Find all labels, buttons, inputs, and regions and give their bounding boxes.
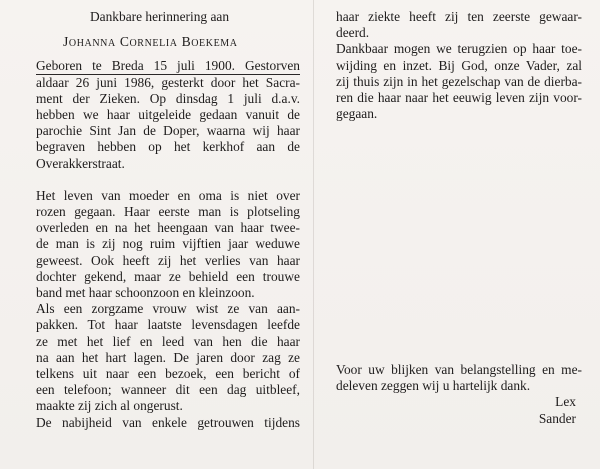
body-line: een telefoon; wanneer dit een dag uitbleef, bbox=[36, 382, 300, 398]
fold-line bbox=[313, 0, 314, 469]
intro-line: Geboren te Breda 15 juli 1900. Gestorven bbox=[36, 58, 300, 74]
body-line: de man is zij nog ruim vijftien jaar weduwe bbox=[36, 236, 300, 252]
left-page bbox=[36, 9, 300, 431]
intro-line: ment der Zieken. Op dinsdag 1 juli d.a.v. bbox=[36, 90, 300, 106]
body-line: pakken. Tot haar laatste levensdagen leefde bbox=[36, 317, 300, 333]
intro-line: Overakkerstraat. bbox=[36, 155, 125, 171]
card-heading: Dankbare herinnering aan bbox=[90, 9, 230, 24]
body-line: Als een zorgzame vrouw wist ze van aan- bbox=[36, 301, 300, 317]
name-underline bbox=[36, 74, 300, 75]
right-line: zij thuis zijn in het gezelschap van de dierba- bbox=[336, 73, 582, 89]
thanks-line: Voor uw blijken van belangstelling en me- bbox=[336, 362, 582, 377]
body-line: na aan het hart lagen. De jaren door zag ze bbox=[36, 349, 300, 365]
intro-line: hebben we haar uitgeleide gedaan vanuit de bbox=[36, 107, 300, 123]
deceased-name: Johanna Cornelia Boekema bbox=[63, 34, 238, 50]
right-line: gegaan. bbox=[336, 106, 378, 122]
right-line: Dankbaar mogen we terugzien op haar toe- bbox=[336, 41, 582, 57]
body-line: overleden en na het heengaan van haar twee- bbox=[36, 220, 300, 236]
body-line: rozen gegaan. Haar eerste man is plotseling bbox=[36, 204, 300, 220]
thanks-paragraph bbox=[336, 362, 582, 427]
right-line: haar ziekte heeft zij ten zeerste gewaar- bbox=[336, 9, 582, 24]
body-line: telkens uit naar een bezoek, een bericht of bbox=[36, 366, 300, 382]
intro-line: parochie Sint Jan de Doper, waarna wij haar bbox=[36, 123, 300, 139]
thanks-line: deleven zeggen wij u hartelijk dank. bbox=[336, 378, 531, 394]
right-line: wijding en inzet. Bij God, onze Vader, zal bbox=[336, 57, 582, 73]
body-line: maakte zij zich al ongerust. bbox=[36, 398, 183, 414]
body-line: Het leven van moeder en oma is niet over bbox=[36, 187, 300, 203]
right-page bbox=[336, 9, 582, 122]
intro-line: begraven hebben op het kerkhof aan de bbox=[36, 139, 300, 155]
body-line: dochter gekend, maar ze behield een trouwe bbox=[36, 268, 300, 284]
body-line: De nabijheid van enkele getrouwen tijdens bbox=[36, 414, 300, 430]
signature-lex: Lex bbox=[555, 394, 576, 410]
body-line: geweest. Ook heeft zij het verlies van haar bbox=[36, 252, 300, 268]
intro-paragraph bbox=[36, 58, 300, 171]
body-line: ze met het lief en leed van hen die haar bbox=[36, 333, 300, 349]
right-line: ren die haar naar het eeuwig leven zijn voor- bbox=[336, 90, 582, 106]
signature-sander: Sander bbox=[538, 410, 576, 426]
body-paragraph bbox=[36, 188, 300, 431]
intro-line: aldaar 26 juni 1986, gesterkt door het Sacra- bbox=[36, 74, 300, 90]
right-line: deerd. bbox=[336, 25, 370, 41]
body-line: band met haar schoonzoon en kleinzoon. bbox=[36, 285, 255, 301]
